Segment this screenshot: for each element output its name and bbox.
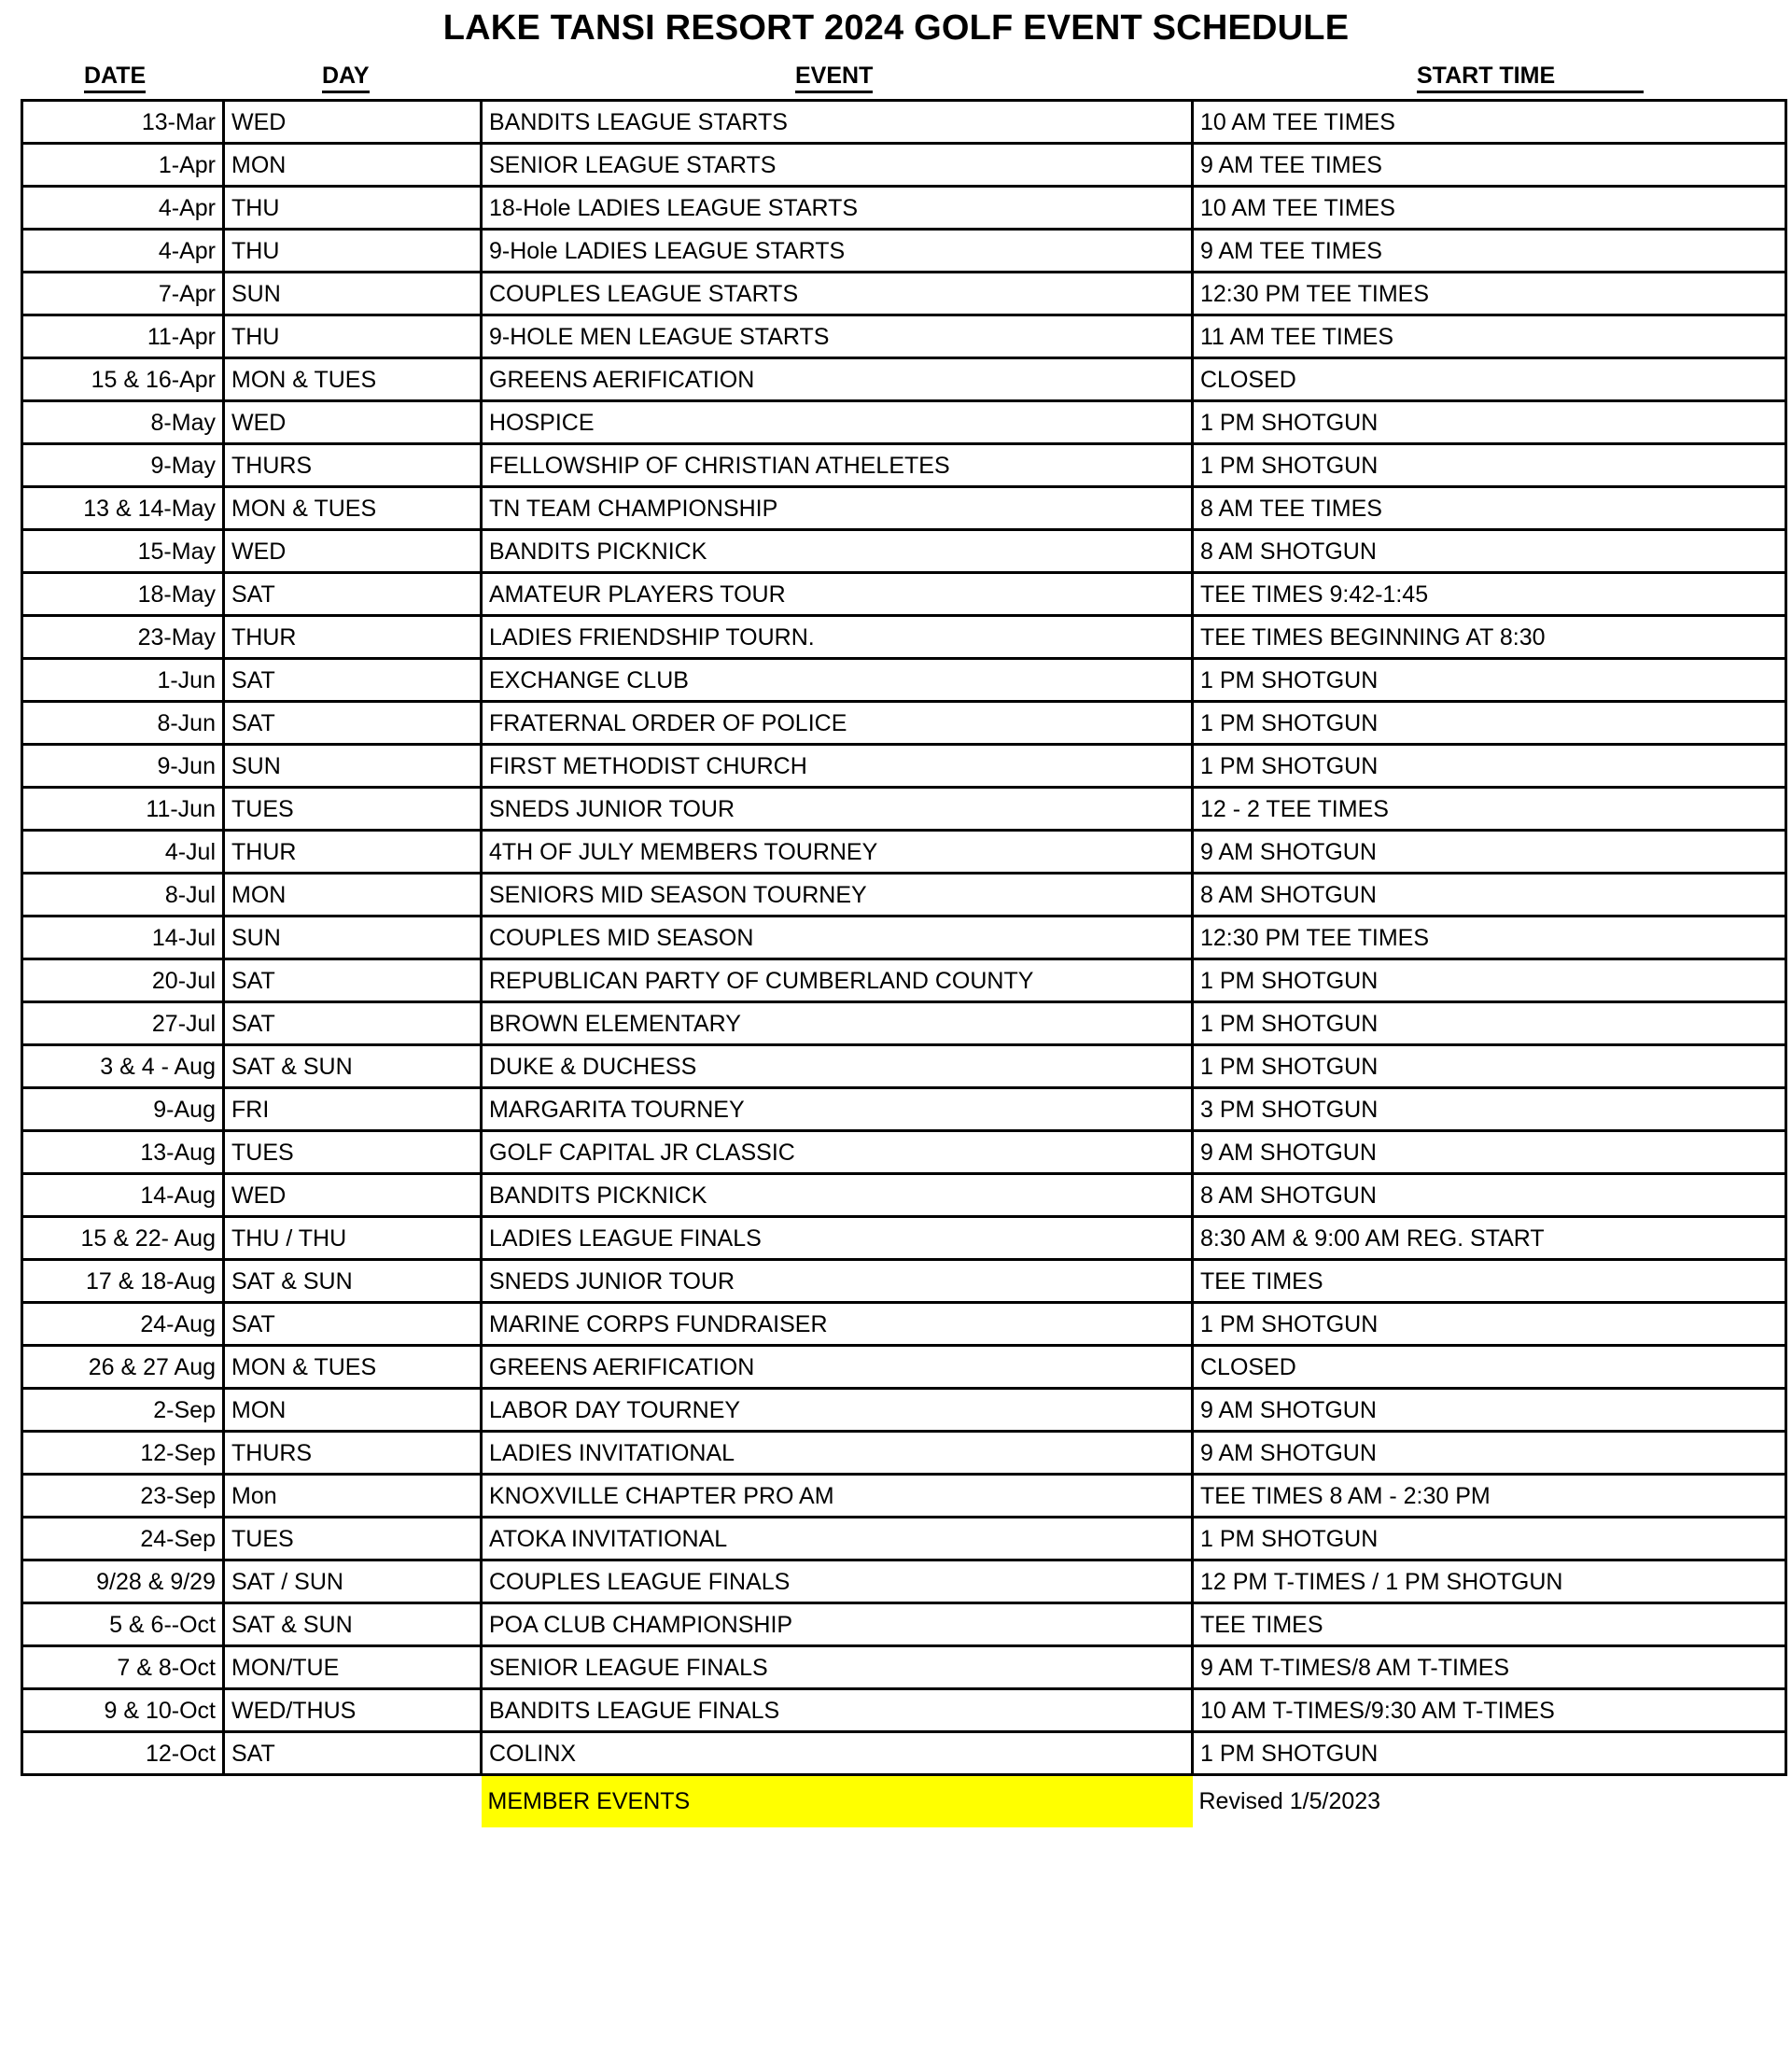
cell-event: COUPLES LEAGUE FINALS bbox=[482, 1560, 1193, 1603]
cell-day: THU bbox=[224, 230, 482, 273]
cell-start-time: 1 PM SHOTGUN bbox=[1193, 659, 1786, 702]
cell-date: 8-Jul bbox=[22, 874, 224, 917]
cell-event: KNOXVILLE CHAPTER PRO AM bbox=[482, 1475, 1193, 1518]
cell-event: MARGARITA TOURNEY bbox=[482, 1088, 1193, 1131]
cell-day: WED bbox=[224, 101, 482, 144]
cell-event: BANDITS LEAGUE STARTS bbox=[482, 101, 1193, 144]
cell-day: WED/THUS bbox=[224, 1689, 482, 1732]
table-row bbox=[22, 788, 1786, 831]
cell-day: FRI bbox=[224, 1088, 482, 1131]
table-row bbox=[22, 230, 1786, 273]
cell-start-time: 1 PM SHOTGUN bbox=[1193, 1045, 1786, 1088]
cell-date: 2-Sep bbox=[22, 1389, 224, 1432]
cell-day: THURS bbox=[224, 1432, 482, 1475]
cell-day: THU bbox=[224, 315, 482, 358]
cell-date: 17 & 18-Aug bbox=[22, 1260, 224, 1303]
table-row bbox=[22, 315, 1786, 358]
table-row bbox=[22, 1002, 1786, 1045]
table-row bbox=[22, 1088, 1786, 1131]
table-row bbox=[22, 144, 1786, 187]
table-row bbox=[22, 1518, 1786, 1560]
table-row bbox=[22, 659, 1786, 702]
cell-date: 11-Apr bbox=[22, 315, 224, 358]
cell-start-time: 12:30 PM TEE TIMES bbox=[1193, 273, 1786, 315]
cell-date: 24-Aug bbox=[22, 1303, 224, 1346]
cell-start-time: 8:30 AM & 9:00 AM REG. START bbox=[1193, 1217, 1786, 1260]
cell-start-time: 1 PM SHOTGUN bbox=[1193, 959, 1786, 1002]
table-row bbox=[22, 959, 1786, 1002]
cell-date: 13-Mar bbox=[22, 101, 224, 144]
cell-start-time: 1 PM SHOTGUN bbox=[1193, 1002, 1786, 1045]
cell-day: Mon bbox=[224, 1475, 482, 1518]
cell-start-time: 12 PM T-TIMES / 1 PM SHOTGUN bbox=[1193, 1560, 1786, 1603]
cell-start-time: 9 AM TEE TIMES bbox=[1193, 144, 1786, 187]
cell-date: 9/28 & 9/29 bbox=[22, 1560, 224, 1603]
table-row bbox=[22, 1689, 1786, 1732]
cell-day: SUN bbox=[224, 917, 482, 959]
cell-event: SENIOR LEAGUE FINALS bbox=[482, 1646, 1193, 1689]
cell-start-time: 1 PM SHOTGUN bbox=[1193, 1303, 1786, 1346]
cell-day: THURS bbox=[224, 444, 482, 487]
cell-date: 14-Jul bbox=[22, 917, 224, 959]
cell-day: THU bbox=[224, 187, 482, 230]
cell-event: FIRST METHODIST CHURCH bbox=[482, 745, 1193, 788]
legend-member-events: MEMBER EVENTS bbox=[482, 1775, 1193, 1827]
table-row bbox=[22, 874, 1786, 917]
table-row bbox=[22, 1389, 1786, 1432]
cell-date: 15-May bbox=[22, 530, 224, 573]
page-title: LAKE TANSI RESORT 2024 GOLF EVENT SCHEDULE bbox=[442, 8, 1350, 48]
cell-date: 11-Jun bbox=[22, 788, 224, 831]
schedule-table bbox=[21, 99, 1787, 1827]
table-row bbox=[22, 616, 1786, 659]
cell-date: 13-Aug bbox=[22, 1131, 224, 1174]
cell-start-time: 8 AM TEE TIMES bbox=[1193, 487, 1786, 530]
cell-start-time: 12 - 2 TEE TIMES bbox=[1193, 788, 1786, 831]
cell-event: POA CLUB CHAMPIONSHIP bbox=[482, 1603, 1193, 1646]
table-row bbox=[22, 101, 1786, 144]
cell-day: TUES bbox=[224, 1518, 482, 1560]
cell-day: SUN bbox=[224, 273, 482, 315]
table-row bbox=[22, 1131, 1786, 1174]
cell-start-time: TEE TIMES 9:42-1:45 bbox=[1193, 573, 1786, 616]
table-row bbox=[22, 1346, 1786, 1389]
cell-day: MON bbox=[224, 874, 482, 917]
cell-day: SAT bbox=[224, 1002, 482, 1045]
table-row bbox=[22, 1303, 1786, 1346]
table-row bbox=[22, 444, 1786, 487]
cell-start-time: 1 PM SHOTGUN bbox=[1193, 1732, 1786, 1775]
cell-event: ATOKA INVITATIONAL bbox=[482, 1518, 1193, 1560]
cell-event: COLINX bbox=[482, 1732, 1193, 1775]
cell-start-time: 9 AM SHOTGUN bbox=[1193, 1432, 1786, 1475]
table-row bbox=[22, 745, 1786, 788]
cell-date: 1-Jun bbox=[22, 659, 224, 702]
cell-event: GREENS AERIFICATION bbox=[482, 358, 1193, 401]
cell-date: 23-Sep bbox=[22, 1475, 224, 1518]
cell-start-time: 10 AM T-TIMES/9:30 AM T-TIMES bbox=[1193, 1689, 1786, 1732]
cell-event: 4TH OF JULY MEMBERS TOURNEY bbox=[482, 831, 1193, 874]
cell-date: 20-Jul bbox=[22, 959, 224, 1002]
cell-event: COUPLES LEAGUE STARTS bbox=[482, 273, 1193, 315]
table-row bbox=[22, 401, 1786, 444]
cell-event: EXCHANGE CLUB bbox=[482, 659, 1193, 702]
cell-day: THUR bbox=[224, 831, 482, 874]
cell-start-time: 1 PM SHOTGUN bbox=[1193, 1518, 1786, 1560]
cell-event: LADIES LEAGUE FINALS bbox=[482, 1217, 1193, 1260]
cell-start-time: 9 AM SHOTGUN bbox=[1193, 1389, 1786, 1432]
table-row bbox=[22, 1646, 1786, 1689]
cell-date: 13 & 14-May bbox=[22, 487, 224, 530]
cell-date: 4-Jul bbox=[22, 831, 224, 874]
table-row bbox=[22, 702, 1786, 745]
cell-day: SAT bbox=[224, 1732, 482, 1775]
cell-event: 18-Hole LADIES LEAGUE STARTS bbox=[482, 187, 1193, 230]
cell-event: SENIOR LEAGUE STARTS bbox=[482, 144, 1193, 187]
cell-day: MON bbox=[224, 1389, 482, 1432]
cell-start-time: 12:30 PM TEE TIMES bbox=[1193, 917, 1786, 959]
cell-date: 7 & 8-Oct bbox=[22, 1646, 224, 1689]
cell-date: 1-Apr bbox=[22, 144, 224, 187]
cell-event: LADIES INVITATIONAL bbox=[482, 1432, 1193, 1475]
table-row bbox=[22, 1732, 1786, 1775]
cell-event: MARINE CORPS FUNDRAISER bbox=[482, 1303, 1193, 1346]
cell-event: FELLOWSHIP OF CHRISTIAN ATHELETES bbox=[482, 444, 1193, 487]
cell-event: SNEDS JUNIOR TOUR bbox=[482, 788, 1193, 831]
cell-event: LADIES FRIENDSHIP TOURN. bbox=[482, 616, 1193, 659]
table-row bbox=[22, 1260, 1786, 1303]
table-row bbox=[22, 1603, 1786, 1646]
table-row bbox=[22, 1174, 1786, 1217]
cell-start-time: TEE TIMES 8 AM - 2:30 PM bbox=[1193, 1475, 1786, 1518]
cell-day: SAT / SUN bbox=[224, 1560, 482, 1603]
table-row bbox=[22, 1560, 1786, 1603]
cell-event: BANDITS PICKNICK bbox=[482, 1174, 1193, 1217]
cell-start-time: 11 AM TEE TIMES bbox=[1193, 315, 1786, 358]
cell-day: MON & TUES bbox=[224, 358, 482, 401]
cell-start-time: 1 PM SHOTGUN bbox=[1193, 401, 1786, 444]
cell-event: SNEDS JUNIOR TOUR bbox=[482, 1260, 1193, 1303]
cell-start-time: 3 PM SHOTGUN bbox=[1193, 1088, 1786, 1131]
cell-event: REPUBLICAN PARTY OF CUMBERLAND COUNTY bbox=[482, 959, 1193, 1002]
cell-day: THU / THU bbox=[224, 1217, 482, 1260]
cell-event: AMATEUR PLAYERS TOUR bbox=[482, 573, 1193, 616]
cell-start-time: CLOSED bbox=[1193, 1346, 1786, 1389]
cell-date: 9-Jun bbox=[22, 745, 224, 788]
column-header-date: DATE bbox=[84, 62, 146, 93]
cell-day: WED bbox=[224, 1174, 482, 1217]
table-row bbox=[22, 1217, 1786, 1260]
cell-date: 14-Aug bbox=[22, 1174, 224, 1217]
cell-start-time: 9 AM SHOTGUN bbox=[1193, 1131, 1786, 1174]
legend-spacer-day bbox=[224, 1775, 482, 1827]
table-row bbox=[22, 917, 1786, 959]
cell-date: 3 & 4 - Aug bbox=[22, 1045, 224, 1088]
cell-start-time: 9 AM SHOTGUN bbox=[1193, 831, 1786, 874]
cell-date: 8-May bbox=[22, 401, 224, 444]
cell-date: 12-Oct bbox=[22, 1732, 224, 1775]
cell-day: THUR bbox=[224, 616, 482, 659]
cell-date: 15 & 22- Aug bbox=[22, 1217, 224, 1260]
cell-date: 9-May bbox=[22, 444, 224, 487]
cell-start-time: 9 AM TEE TIMES bbox=[1193, 230, 1786, 273]
legend-row bbox=[22, 1775, 1786, 1827]
cell-day: MON & TUES bbox=[224, 1346, 482, 1389]
cell-start-time: 8 AM SHOTGUN bbox=[1193, 530, 1786, 573]
table-row bbox=[22, 487, 1786, 530]
cell-date: 9-Aug bbox=[22, 1088, 224, 1131]
cell-start-time: CLOSED bbox=[1193, 358, 1786, 401]
cell-event: SENIORS MID SEASON TOURNEY bbox=[482, 874, 1193, 917]
cell-day: TUES bbox=[224, 1131, 482, 1174]
cell-start-time: TEE TIMES bbox=[1193, 1603, 1786, 1646]
cell-start-time: TEE TIMES BEGINNING AT 8:30 bbox=[1193, 616, 1786, 659]
cell-start-time: 9 AM T-TIMES/8 AM T-TIMES bbox=[1193, 1646, 1786, 1689]
cell-event: BROWN ELEMENTARY bbox=[482, 1002, 1193, 1045]
cell-start-time: TEE TIMES bbox=[1193, 1260, 1786, 1303]
table-row bbox=[22, 187, 1786, 230]
schedule-table-body bbox=[22, 101, 1786, 1827]
cell-day: MON bbox=[224, 144, 482, 187]
cell-date: 8-Jun bbox=[22, 702, 224, 745]
cell-date: 24-Sep bbox=[22, 1518, 224, 1560]
cell-day: MON & TUES bbox=[224, 487, 482, 530]
cell-event: TN TEAM CHAMPIONSHIP bbox=[482, 487, 1193, 530]
cell-event: FRATERNAL ORDER OF POLICE bbox=[482, 702, 1193, 745]
cell-event: HOSPICE bbox=[482, 401, 1193, 444]
cell-event: BANDITS PICKNICK bbox=[482, 530, 1193, 573]
column-header-day: DAY bbox=[322, 62, 370, 93]
table-row bbox=[22, 831, 1786, 874]
column-header-start-time: START TIME bbox=[1417, 62, 1644, 93]
cell-day: SUN bbox=[224, 745, 482, 788]
table-row bbox=[22, 358, 1786, 401]
cell-date: 23-May bbox=[22, 616, 224, 659]
cell-date: 7-Apr bbox=[22, 273, 224, 315]
column-header-event: EVENT bbox=[795, 62, 873, 93]
cell-day: TUES bbox=[224, 788, 482, 831]
cell-event: BANDITS LEAGUE FINALS bbox=[482, 1689, 1193, 1732]
cell-day: WED bbox=[224, 401, 482, 444]
cell-start-time: 1 PM SHOTGUN bbox=[1193, 444, 1786, 487]
cell-day: MON/TUE bbox=[224, 1646, 482, 1689]
table-row bbox=[22, 1475, 1786, 1518]
table-row bbox=[22, 573, 1786, 616]
cell-event: COUPLES MID SEASON bbox=[482, 917, 1193, 959]
cell-day: SAT bbox=[224, 702, 482, 745]
cell-date: 15 & 16-Apr bbox=[22, 358, 224, 401]
cell-day: SAT & SUN bbox=[224, 1603, 482, 1646]
cell-date: 18-May bbox=[22, 573, 224, 616]
cell-event: GREENS AERIFICATION bbox=[482, 1346, 1193, 1389]
table-row bbox=[22, 273, 1786, 315]
cell-date: 12-Sep bbox=[22, 1432, 224, 1475]
cell-event: 9-HOLE MEN LEAGUE STARTS bbox=[482, 315, 1193, 358]
cell-start-time: 1 PM SHOTGUN bbox=[1193, 745, 1786, 788]
cell-date: 26 & 27 Aug bbox=[22, 1346, 224, 1389]
cell-day: SAT bbox=[224, 1303, 482, 1346]
cell-event: GOLF CAPITAL JR CLASSIC bbox=[482, 1131, 1193, 1174]
cell-day: SAT bbox=[224, 573, 482, 616]
cell-date: 4-Apr bbox=[22, 187, 224, 230]
cell-date: 27-Jul bbox=[22, 1002, 224, 1045]
cell-day: SAT & SUN bbox=[224, 1045, 482, 1088]
cell-start-time: 8 AM SHOTGUN bbox=[1193, 1174, 1786, 1217]
table-row bbox=[22, 1045, 1786, 1088]
cell-date: 9 & 10-Oct bbox=[22, 1689, 224, 1732]
cell-event: LABOR DAY TOURNEY bbox=[482, 1389, 1193, 1432]
revised-date: Revised 1/5/2023 bbox=[1193, 1775, 1786, 1827]
cell-date: 5 & 6--Oct bbox=[22, 1603, 224, 1646]
cell-day: SAT bbox=[224, 659, 482, 702]
cell-day: SAT bbox=[224, 959, 482, 1002]
table-row bbox=[22, 530, 1786, 573]
cell-start-time: 8 AM SHOTGUN bbox=[1193, 874, 1786, 917]
cell-start-time: 1 PM SHOTGUN bbox=[1193, 702, 1786, 745]
column-header-row bbox=[0, 56, 1792, 99]
legend-spacer-date bbox=[22, 1775, 224, 1827]
cell-day: SAT & SUN bbox=[224, 1260, 482, 1303]
cell-event: 9-Hole LADIES LEAGUE STARTS bbox=[482, 230, 1193, 273]
cell-event: DUKE & DUCHESS bbox=[482, 1045, 1193, 1088]
cell-day: WED bbox=[224, 530, 482, 573]
cell-date: 4-Apr bbox=[22, 230, 224, 273]
cell-start-time: 10 AM TEE TIMES bbox=[1193, 187, 1786, 230]
table-row bbox=[22, 1432, 1786, 1475]
cell-start-time: 10 AM TEE TIMES bbox=[1193, 101, 1786, 144]
